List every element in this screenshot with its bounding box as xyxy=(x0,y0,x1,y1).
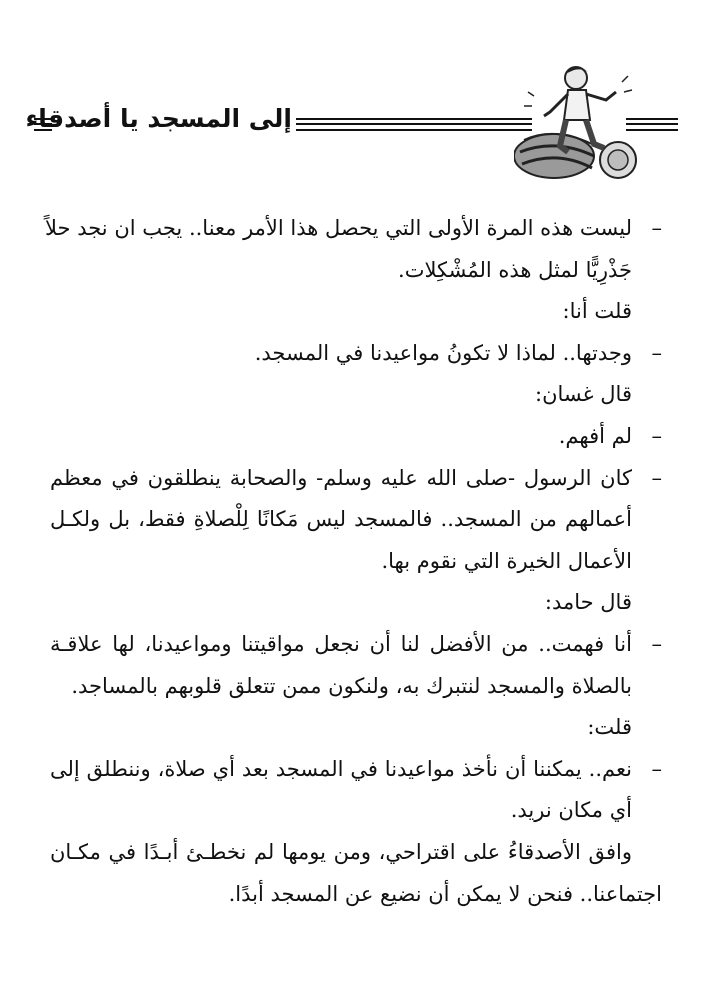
paragraph-1-line-1: –ليست هذه المرة الأولى التي يحصل هذا الأمر معنا.. يجب ان نجد حلاً xyxy=(50,208,662,250)
dialogue-dash: – xyxy=(651,631,662,656)
dialogue-dash: – xyxy=(651,756,662,781)
dialogue-line: –وجدتها.. لماذا لا تكونُ مواعيدنا في المسجد. xyxy=(50,333,662,375)
paragraph-8-line-1: –أنا فهمت.. من الأفضل لنا أن نجعل مواقيتنا ومواعيدنا، لها علاقـة xyxy=(50,624,662,666)
narration-line: قال غسان: xyxy=(535,382,632,407)
paragraph-8-line-2: بالصلاة والمسجد لنتبرك به، ولنكون ممن تتعلق قلوبهم بالمساجد. xyxy=(71,673,632,698)
dialogue-dash: – xyxy=(651,216,662,240)
paragraph-11-line-2: اجتماعنا.. فنحن لا يمكن أن نضيع عن المسجد أبدًا. xyxy=(228,881,662,906)
dialogue-line: –لم أفهم. xyxy=(50,416,662,458)
boy-on-barrel-illustration xyxy=(514,56,638,180)
paragraph-11-line-1: وافق الأصدقاءُ على اقتراحي، ومن يومها لم نخطـئ أبـدًا في مكـان xyxy=(50,839,632,864)
narration-line: قلت: xyxy=(587,715,632,740)
dialogue-dash: – xyxy=(651,340,662,365)
story-text xyxy=(45,208,662,915)
dialogue-dash: – xyxy=(651,423,662,448)
header-rule-right xyxy=(626,118,678,131)
paragraph-10-line-1: –نعم.. يمكننا أن نأخذ مواعيدنا في المسجد بعد أي صلاة، وننطلق إلى xyxy=(50,749,662,791)
paragraph-1-line-2: جَذْرِيًّا لمثل هذه المُشْكِلات. xyxy=(398,257,632,282)
paragraph-6-line-1: –كان الرسول -صلى الله عليه وسلم- والصحابة ينطلقون في معظم xyxy=(50,458,662,500)
chapter-header xyxy=(25,56,692,180)
dialogue-dash: – xyxy=(651,465,662,490)
paragraph-6-line-2: أعمالهم من المسجد.. فالمسجد ليس مَكانًا لِلْصلاةِ فقط، بل ولكـل xyxy=(50,507,632,532)
paragraph-10-line-2: أي مكان نريد. xyxy=(510,798,632,823)
header-rule-left xyxy=(296,118,532,131)
paragraph-6-line-3: الأعمال الخيرة التي نقوم بها. xyxy=(381,548,632,573)
narration-line: قال حامد: xyxy=(544,590,632,615)
chapter-title: إلى المسجد يا أصدقاء xyxy=(25,104,292,133)
narration-line: قلت أنا: xyxy=(562,299,632,324)
